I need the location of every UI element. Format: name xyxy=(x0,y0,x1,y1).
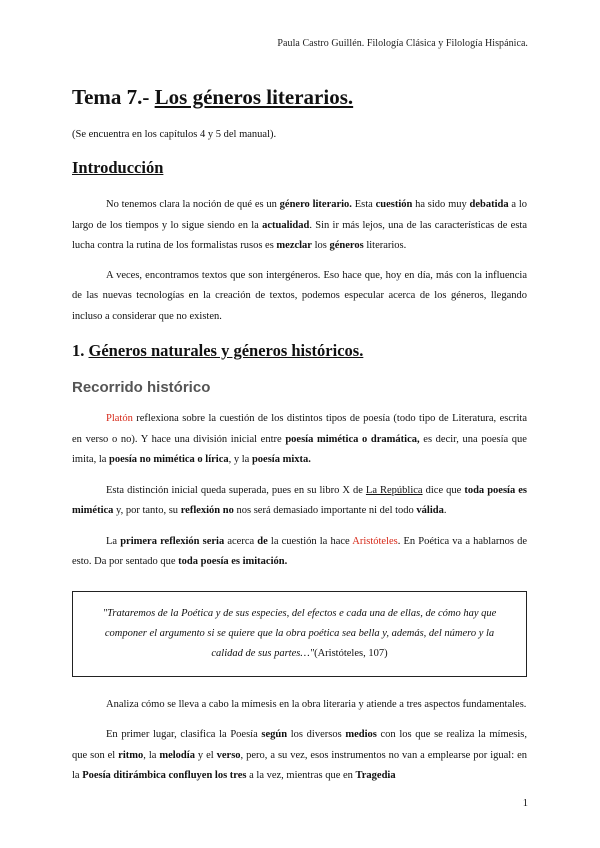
page-title xyxy=(72,84,527,110)
section-paragraph-3 xyxy=(72,532,527,573)
quote-box xyxy=(72,591,527,677)
text-run: . Sin ir más lejos, una de las características de esta lucha contra la rutina de los formalistas rusos es xyxy=(72,219,528,251)
bold-run: según xyxy=(261,729,288,740)
quote-text: "Trataremos de la Poética y de sus especies, del efectos e cada una de ellas, de cómo hay que componer el argumento si se quiere que la obra poética sea bella y, además, del número y la calidad de sus partes…" xyxy=(102,607,497,659)
author-platon: Platón xyxy=(106,413,133,424)
text-run: , pero, a su vez, esos instrumentos no van a emplearse por igual: en la xyxy=(72,749,527,781)
bold-run: poesía mixta. xyxy=(251,454,311,465)
text-run: los diversos xyxy=(287,729,346,740)
intro-paragraph-2: A veces, encontramos textos que son intergéneros. Eso hace que, hoy en día, más con la influencia de las nuevas tecnologías en la creación de textos, podemos especular acerca de los géneros, llegando incluso a considerar que no existen. xyxy=(72,269,527,322)
text-run: dice que xyxy=(422,484,465,496)
quote-citation: (Aristóteles, 107) xyxy=(314,647,388,659)
text-run: con los que se realiza la mímesis, que son el xyxy=(72,729,528,761)
text-run: la cuestión la hace xyxy=(267,535,353,547)
author-aristoteles: Aristóteles xyxy=(352,535,398,547)
text-run: a la vez, mientras que en xyxy=(246,770,356,781)
text-run: es decir, una poesía que imita, la xyxy=(72,433,527,465)
text-run: literarios. xyxy=(363,240,407,251)
text-run: a lo largo de los tiempos y lo sigue siendo en la xyxy=(72,199,527,231)
bold-run: melodía xyxy=(159,749,195,761)
section-paragraph-4: Analiza cómo se lleva a cabo la mímesis en la obra literaria y atiende a tres aspectos fundamentales. xyxy=(106,698,527,710)
text-run: Esta xyxy=(351,199,376,210)
bold-run: Tragedia xyxy=(355,770,396,781)
document-body xyxy=(72,84,527,787)
bold-run: poesía no mimética o lírica xyxy=(109,454,229,465)
section-paragraph-1 xyxy=(72,409,527,471)
title-prefix: Tema 7.- xyxy=(72,85,155,109)
bold-run: ritmo xyxy=(118,749,144,761)
bold-run: género literario. xyxy=(279,199,352,210)
intro-paragraph-1 xyxy=(72,195,527,257)
text-run: nos será demasiado importante ni del todo xyxy=(233,505,417,516)
text-run: La xyxy=(106,535,121,547)
bold-run: poesía mimética o dramática, xyxy=(285,433,420,445)
bold-run: mezclar xyxy=(276,240,312,251)
bold-run: toda poesía es imitación. xyxy=(178,556,288,567)
text-run: No tenemos clara la noción de qué es un xyxy=(106,199,280,210)
text-run: acerca xyxy=(224,535,258,547)
section-number: 1. xyxy=(72,341,89,360)
bold-run: géneros xyxy=(329,240,364,251)
section-paragraph-5 xyxy=(72,725,527,787)
running-header: Paula Castro Guillén. Filología Clásica y Filología Hispánica. xyxy=(277,38,528,49)
section-1-heading xyxy=(72,341,527,361)
text-run: . xyxy=(443,505,447,516)
bold-run: Poesía ditirámbica confluyen los tres xyxy=(82,770,247,781)
text-run: los xyxy=(311,240,330,251)
bold-run: reflexión no xyxy=(180,505,234,516)
bold-run: actualidad xyxy=(262,219,310,231)
text-run: , y la xyxy=(228,454,252,465)
bold-run: toda poesía es mimética xyxy=(72,484,527,516)
bold-run: verso xyxy=(216,749,241,761)
subheading-recorrido: Recorrido histórico xyxy=(72,379,211,396)
bold-run: medios xyxy=(345,729,377,740)
bold-run: debatida xyxy=(469,199,509,210)
text-run: , la xyxy=(143,749,160,761)
bold-run: de xyxy=(257,535,268,547)
text-run: y, por tanto, su xyxy=(113,505,181,516)
book-title: La República xyxy=(365,484,423,496)
text-run: reflexiona sobre la cuestión de los distintos tipos de poesía (todo tipo de Literatura, escrita en verso o no). Y hace una división inicial entre xyxy=(72,413,527,445)
section-paragraph-2 xyxy=(72,481,527,522)
bold-run: cuestión xyxy=(375,199,413,210)
text-run: Esta distinción inicial queda superada, pues en su libro X de xyxy=(106,484,366,496)
text-run: y el xyxy=(194,749,217,761)
section-title: Géneros naturales y géneros históricos. xyxy=(88,341,364,360)
bold-run: primera reflexión seria xyxy=(120,535,225,547)
page-number: 1 xyxy=(522,798,528,809)
text-run: ha sido muy xyxy=(412,199,470,210)
chapter-note: (Se encuentra en los capítulos 4 y 5 del manual). xyxy=(72,129,277,140)
text-run: En primer lugar, clasifica la Poesía xyxy=(106,729,262,740)
title-main: Los géneros literarios. xyxy=(154,85,354,109)
text-run: . En Poética va a hablarnos de esto. Da por sentado que xyxy=(72,535,527,567)
intro-heading: Introducción xyxy=(72,158,164,177)
bold-run: válida xyxy=(416,505,444,516)
